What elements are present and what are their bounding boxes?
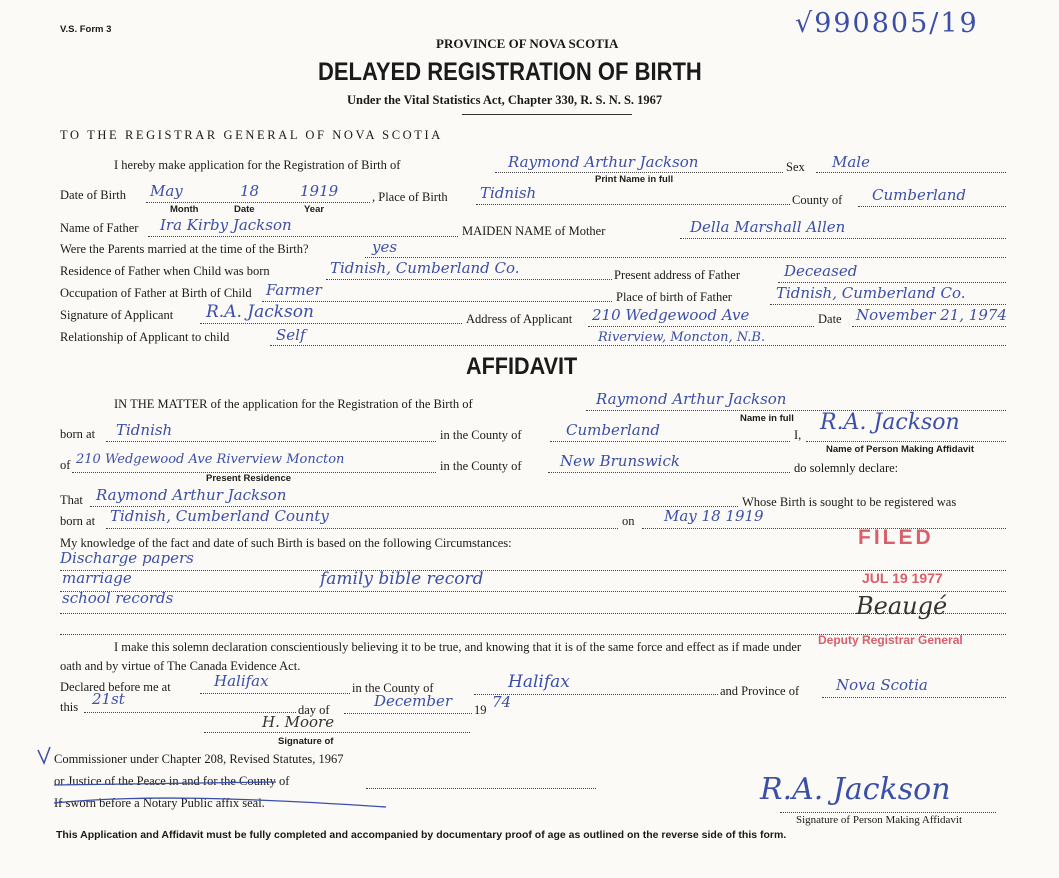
father-birthplace-label: Place of birth of Father — [616, 290, 732, 304]
date-line — [852, 326, 1006, 327]
applicant-address-line — [588, 326, 814, 327]
title-divider — [462, 114, 632, 115]
circumstance-3: school records — [62, 589, 174, 607]
to-registrar: TO THE REGISTRAR GENERAL OF NOVA SCOTIA — [60, 128, 443, 142]
county-label-affidavit: in the County of — [440, 428, 522, 442]
notary-label: If sworn before a Notary Public affix seal. — [54, 796, 265, 810]
born-at-label-2: born at — [60, 514, 96, 528]
declared-county: Halifax — [508, 672, 570, 692]
affidavit-county-line — [550, 441, 790, 442]
page-title: DELAYED REGISTRATION OF BIRTH — [318, 58, 702, 86]
occupation-line — [262, 301, 612, 302]
affidavit-county-2: New Brunswick — [560, 452, 680, 470]
affidavit-county-2-line — [548, 472, 790, 473]
married-line — [365, 257, 1006, 258]
married-label: Were the Parents married at the time of the Birth? — [60, 242, 309, 256]
form-number: V.S. Form 3 — [60, 24, 112, 35]
this-label: this — [60, 700, 79, 714]
date-caption: Date — [234, 204, 255, 215]
solemnly-declare: do solemnly declare: — [794, 461, 899, 475]
residence-father-label: Residence of Father when Child was born — [60, 264, 270, 278]
province-label: and Province of — [720, 684, 800, 698]
commissioner-signature: H. Moore — [262, 713, 335, 731]
file-number: √990805/19 — [795, 8, 979, 39]
occupation: Farmer — [266, 281, 322, 299]
occupation-label: Occupation of Father at Birth of Child — [60, 286, 252, 300]
circumstance-2: marriage — [62, 569, 132, 587]
filed-date-stamp: JUL 19 1977 — [862, 570, 943, 586]
place-line — [476, 204, 790, 205]
affiant-caption: Name of Person Making Affidavit — [826, 444, 974, 455]
i-label: I, — [794, 428, 802, 442]
father-birthplace: Tidnish, Cumberland Co. — [776, 284, 966, 302]
year-caption: Year — [304, 204, 325, 215]
month-caption: Month — [170, 204, 199, 215]
dob-month: May — [150, 182, 183, 200]
father-birthplace-line — [770, 304, 1006, 305]
signature-person-caption: Signature of Person Making Affidavit — [796, 814, 962, 826]
matter-text: IN THE MATTER of the application for the Registration of the Birth of — [114, 397, 473, 411]
year-suffix: 74 — [492, 693, 512, 711]
matter-name: Raymond Arthur Jackson — [596, 390, 787, 408]
mother-line — [680, 238, 1006, 239]
relationship-label: Relationship of Applicant to child — [60, 330, 230, 344]
relationship-line — [270, 345, 1006, 346]
born-at: Tidnish — [116, 421, 173, 439]
this-day: 21st — [92, 690, 125, 708]
declared-at-line — [200, 693, 350, 694]
father-label: Name of Father — [60, 221, 139, 235]
dob-date: 18 — [240, 182, 260, 200]
declared-label: Declared before me at — [60, 680, 171, 694]
affiant-signature-line — [780, 812, 996, 813]
address-applicant-label: Address of Applicant — [466, 312, 573, 326]
born-at-2: Tidnish, Cumberland County — [110, 507, 329, 525]
county-label-declared: in the County of — [352, 681, 434, 695]
whose-birth: Whose Birth is sought to be registered was — [742, 495, 957, 509]
of-label: of — [60, 458, 71, 472]
name-in-full-caption: Name in full — [740, 413, 794, 424]
born-at-label: born at — [60, 427, 96, 441]
mother-label: MAIDEN NAME of Mother — [462, 224, 606, 238]
circumstance-1: Discharge papers — [60, 549, 194, 567]
present-residence-caption: Present Residence — [206, 473, 292, 484]
on-date-line — [642, 528, 1006, 529]
filed-stamp: FILED — [858, 526, 934, 549]
married-value: yes — [372, 238, 398, 256]
relationship: Self — [276, 326, 306, 344]
present-residence: 210 Wedgewood Ave Riverview Moncton — [76, 452, 345, 467]
signature-of-caption: Signature of — [278, 736, 334, 747]
applicant-child-name: Raymond Arthur Jackson — [508, 153, 699, 171]
applicant-address-2: Riverview, Moncton, N.B. — [598, 330, 766, 345]
affiant-signature: R.A. Jackson — [820, 410, 960, 435]
present-address-label: Present address of Father — [614, 268, 741, 282]
father-name: Ira Kirby Jackson — [160, 216, 292, 234]
registrar-title: Deputy Registrar General — [818, 633, 963, 647]
dob-label: Date of Birth — [60, 188, 126, 202]
affidavit-county: Cumberland — [566, 421, 661, 439]
applicant-address: 210 Wedgewood Ave — [592, 306, 750, 324]
declared-month: December — [374, 692, 453, 710]
residence-father-line — [326, 279, 612, 280]
sex-label: Sex — [786, 160, 805, 174]
declaration-line-1: I make this solemn declaration conscientiously believing it to be true, and knowing that it is of the same force and effect as if made under — [114, 640, 802, 654]
applicant-signature: R.A. Jackson — [206, 302, 314, 322]
present-address: Deceased — [784, 262, 858, 280]
signature-applicant-line — [200, 323, 462, 324]
footer-note: This Application and Affidavit must be fully completed and accompanied by documentary proof of age as outlined on the reverse side of this form. — [56, 829, 787, 841]
knowledge-label: My knowledge of the fact and date of such Birth is based on the following Circumstances: — [60, 536, 512, 550]
justice-label: or Justice of the Peace in and for the County of — [54, 774, 290, 788]
print-name-caption: Print Name in full — [595, 174, 674, 185]
dob-line — [146, 202, 370, 203]
born-at-2-line — [106, 528, 618, 529]
sex-value: Male — [832, 153, 870, 171]
day-of-label: day of — [298, 703, 330, 717]
date-label: Date — [818, 312, 842, 326]
declaration-line-2: oath and by virtue of The Canada Evidence Act. — [60, 659, 301, 673]
on-label: on — [622, 514, 635, 528]
province-line — [822, 697, 1006, 698]
month-line — [344, 713, 472, 714]
affiant-line — [806, 441, 1006, 442]
affiant-signature-2: R.A. Jackson — [760, 772, 951, 807]
year-prefix: 19 — [474, 703, 487, 717]
commissioner-label: Commissioner under Chapter 208, Revised Statutes, 1967 — [54, 752, 344, 766]
dob-year: 1919 — [300, 182, 339, 200]
declared-at: Halifax — [214, 672, 269, 690]
residence-father: Tidnish, Cumberland Co. — [330, 259, 520, 277]
page-subtitle: Under the Vital Statistics Act, Chapter 330, R. S. N. S. 1967 — [347, 93, 663, 107]
present-address-line — [778, 282, 1006, 283]
pen-strike-marks — [36, 745, 396, 815]
that-label: That — [60, 493, 83, 507]
application-date: November 21, 1974 — [856, 306, 1007, 324]
affidavit-heading: AFFIDAVIT — [466, 353, 578, 380]
justice-line — [366, 788, 596, 789]
application-intro: I hereby make application for the Registration of Birth of — [114, 158, 401, 172]
mother-name: Della Marshall Allen — [690, 218, 846, 236]
registrar-signature: Beaugé — [856, 592, 948, 620]
name-line — [495, 172, 783, 173]
county-label-affidavit-2: in the County of — [440, 459, 522, 473]
family-bible: family bible record — [320, 569, 484, 589]
that-name: Raymond Arthur Jackson — [96, 486, 287, 504]
on-date: May 18 1919 — [664, 507, 764, 525]
born-at-line — [106, 441, 436, 442]
place-of-birth-label: , Place of Birth — [372, 190, 448, 204]
province-heading: PROVINCE OF NOVA SCOTIA — [436, 36, 619, 51]
commissioner-sig-line — [204, 732, 470, 733]
county-value: Cumberland — [872, 186, 967, 204]
declared-province: Nova Scotia — [836, 676, 928, 694]
place-of-birth: Tidnish — [480, 184, 537, 202]
signature-applicant-label: Signature of Applicant — [60, 308, 174, 322]
county-line — [858, 206, 1006, 207]
father-line — [148, 236, 458, 237]
county-label: County of — [792, 193, 843, 207]
sex-line — [816, 172, 1006, 173]
